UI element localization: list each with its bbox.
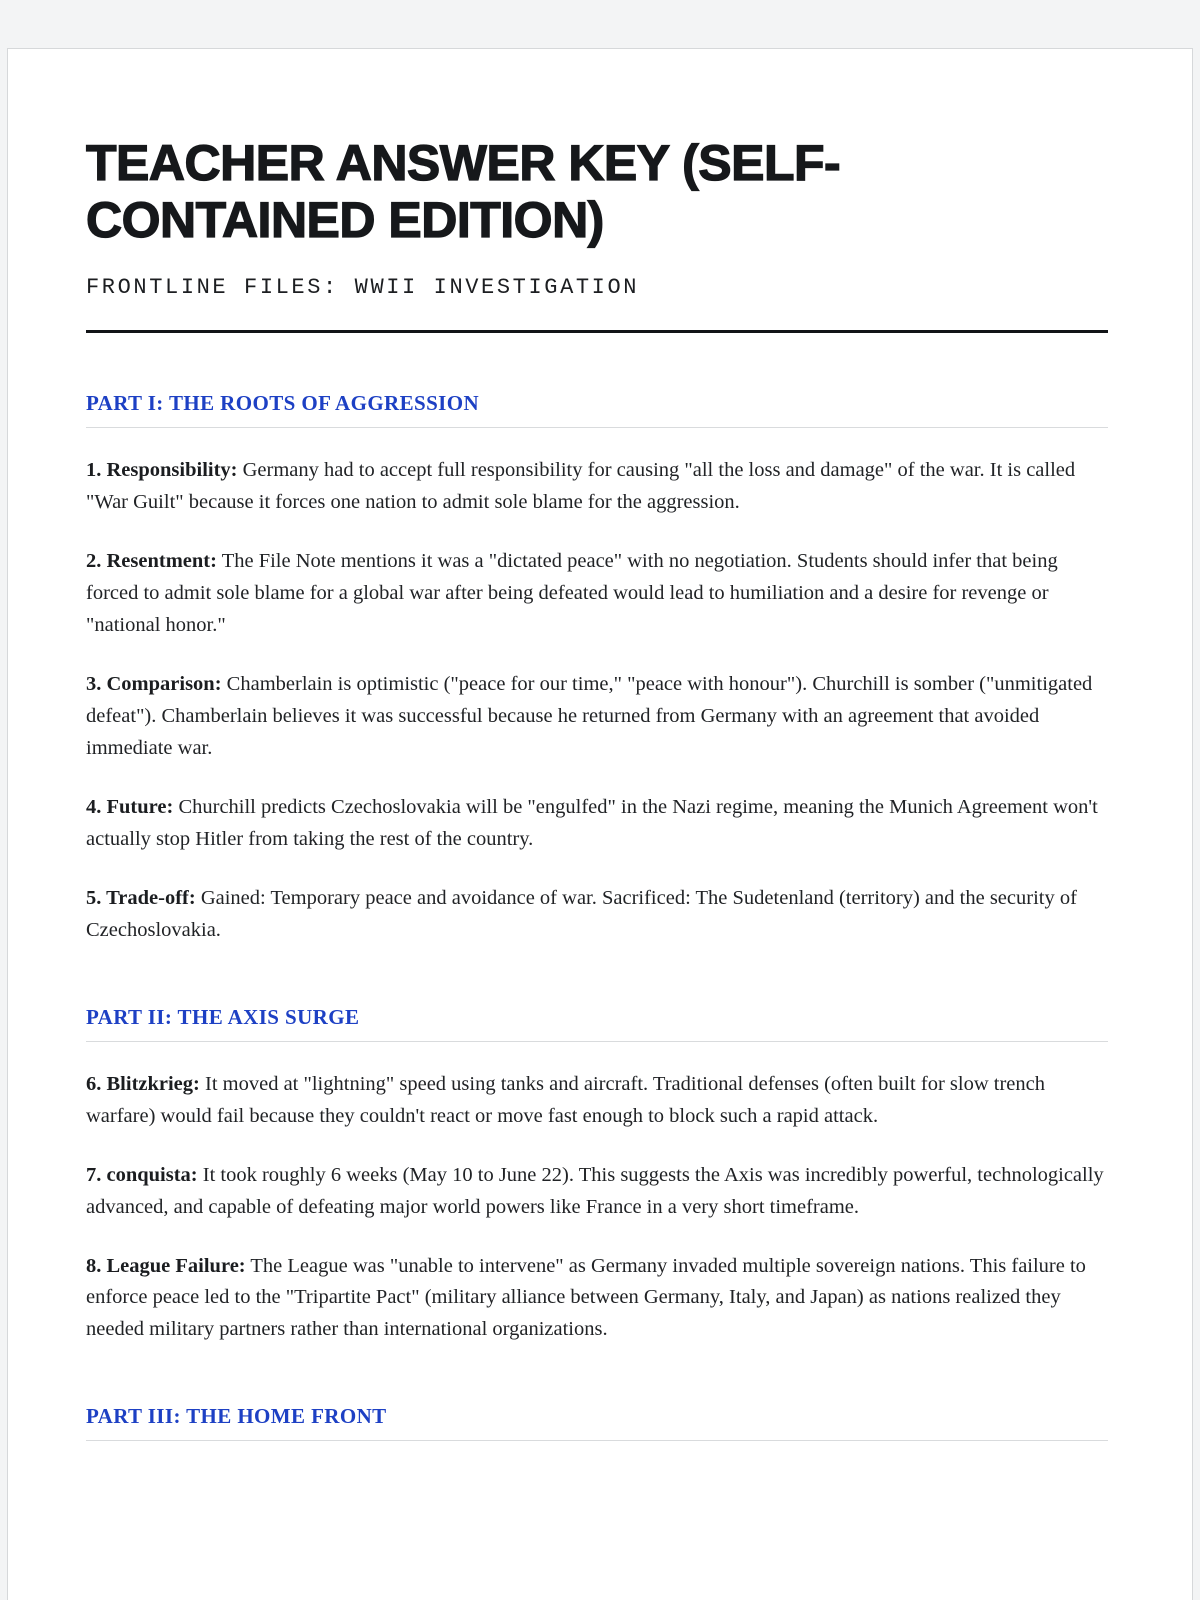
- answer-label-2: 2. Resentment:: [86, 549, 217, 572]
- answer-item-6: [86, 1069, 1106, 1133]
- document-card: [7, 48, 1193, 1600]
- answer-label-1: 1. Responsibility:: [86, 459, 238, 481]
- answer-text-2: The File Note mentions it was a "dictated peace" with no negotiation. Students should infer that being forced to admit sole blame for a global war after being defeated would lead to humiliation and a desire for revenge or "national honor.": [86, 549, 1058, 636]
- section-part-iii: [86, 1404, 1108, 1441]
- answer-item-3: [86, 669, 1106, 765]
- section-heading-part-ii: PART II: THE AXIS SURGE: [86, 1005, 1108, 1042]
- answer-text-4: Churchill predicts Czechoslovakia will be "engulfed" in the Nazi regime, meaning the Munich Agreement won't actually stop Hitler from taking the rest of the country.: [86, 795, 1098, 850]
- document-title: TEACHER ANSWER KEY (SELF-CONTAINED EDITION): [86, 135, 841, 248]
- answer-item-1: [86, 455, 1106, 519]
- section-part-ii: [86, 1005, 1108, 1347]
- answer-item-4: [86, 792, 1106, 856]
- document-subtitle: FRONTLINE FILES: WWII INVESTIGATION: [86, 275, 640, 300]
- answer-item-5: [86, 883, 1106, 947]
- answer-label-3: 3. Comparison:: [86, 672, 222, 695]
- section-heading-part-i: PART I: THE ROOTS OF AGGRESSION: [86, 391, 1108, 428]
- answer-item-8: [86, 1251, 1106, 1347]
- answer-text-8: The League was "unable to intervene" as Germany invaded multiple sovereign nations. This failure to enforce peace led to the "Tripartite Pact" (military alliance between Germany, Italy, and Japan) as nations realized they needed military partners rather than international organizations.: [86, 1254, 1086, 1341]
- answer-text-7: It took roughly 6 weeks (May 10 to June 22). This suggests the Axis was incredibly powerful, technologically advanced, and capable of defeating major world powers like France in a very short timeframe.: [86, 1163, 1104, 1218]
- title-divider: [86, 330, 1108, 333]
- answer-text-3: Chamberlain is optimistic ("peace for our time," "peace with honour"). Churchill is somber ("unmitigated defeat"). Chamberlain believes it was successful because he returned from Germany with an agreement that avoided immediate war.: [86, 672, 1093, 759]
- answer-label-5: 5. Trade-off:: [86, 886, 196, 909]
- answer-item-2: [86, 546, 1106, 642]
- answer-text-6: It moved at "lightning" speed using tanks and aircraft. Traditional defenses (often built for slow trench warfare) would fail because they couldn't react or move fast enough to block such a rapid attack.: [86, 1072, 1045, 1127]
- answer-item-7: [86, 1160, 1106, 1224]
- answer-label-8: 8. League Failure:: [86, 1254, 246, 1277]
- answer-text-5: Gained: Temporary peace and avoidance of war. Sacrificed: The Sudetenland (territory) and the security of Czechoslovakia.: [86, 886, 1077, 941]
- answer-label-6: 6. Blitzkrieg:: [86, 1072, 200, 1095]
- answer-label-4: 4. Future:: [86, 795, 174, 818]
- answer-label-7: 7. conquista:: [86, 1163, 198, 1186]
- section-heading-part-iii: PART III: THE HOME FRONT: [86, 1404, 1108, 1441]
- answer-text-1: Germany had to accept full responsibility for causing "all the loss and damage" of the war. It is called "War Guilt" because it forces one nation to admit sole blame for the aggression.: [86, 459, 1076, 513]
- section-part-i: [86, 391, 1108, 947]
